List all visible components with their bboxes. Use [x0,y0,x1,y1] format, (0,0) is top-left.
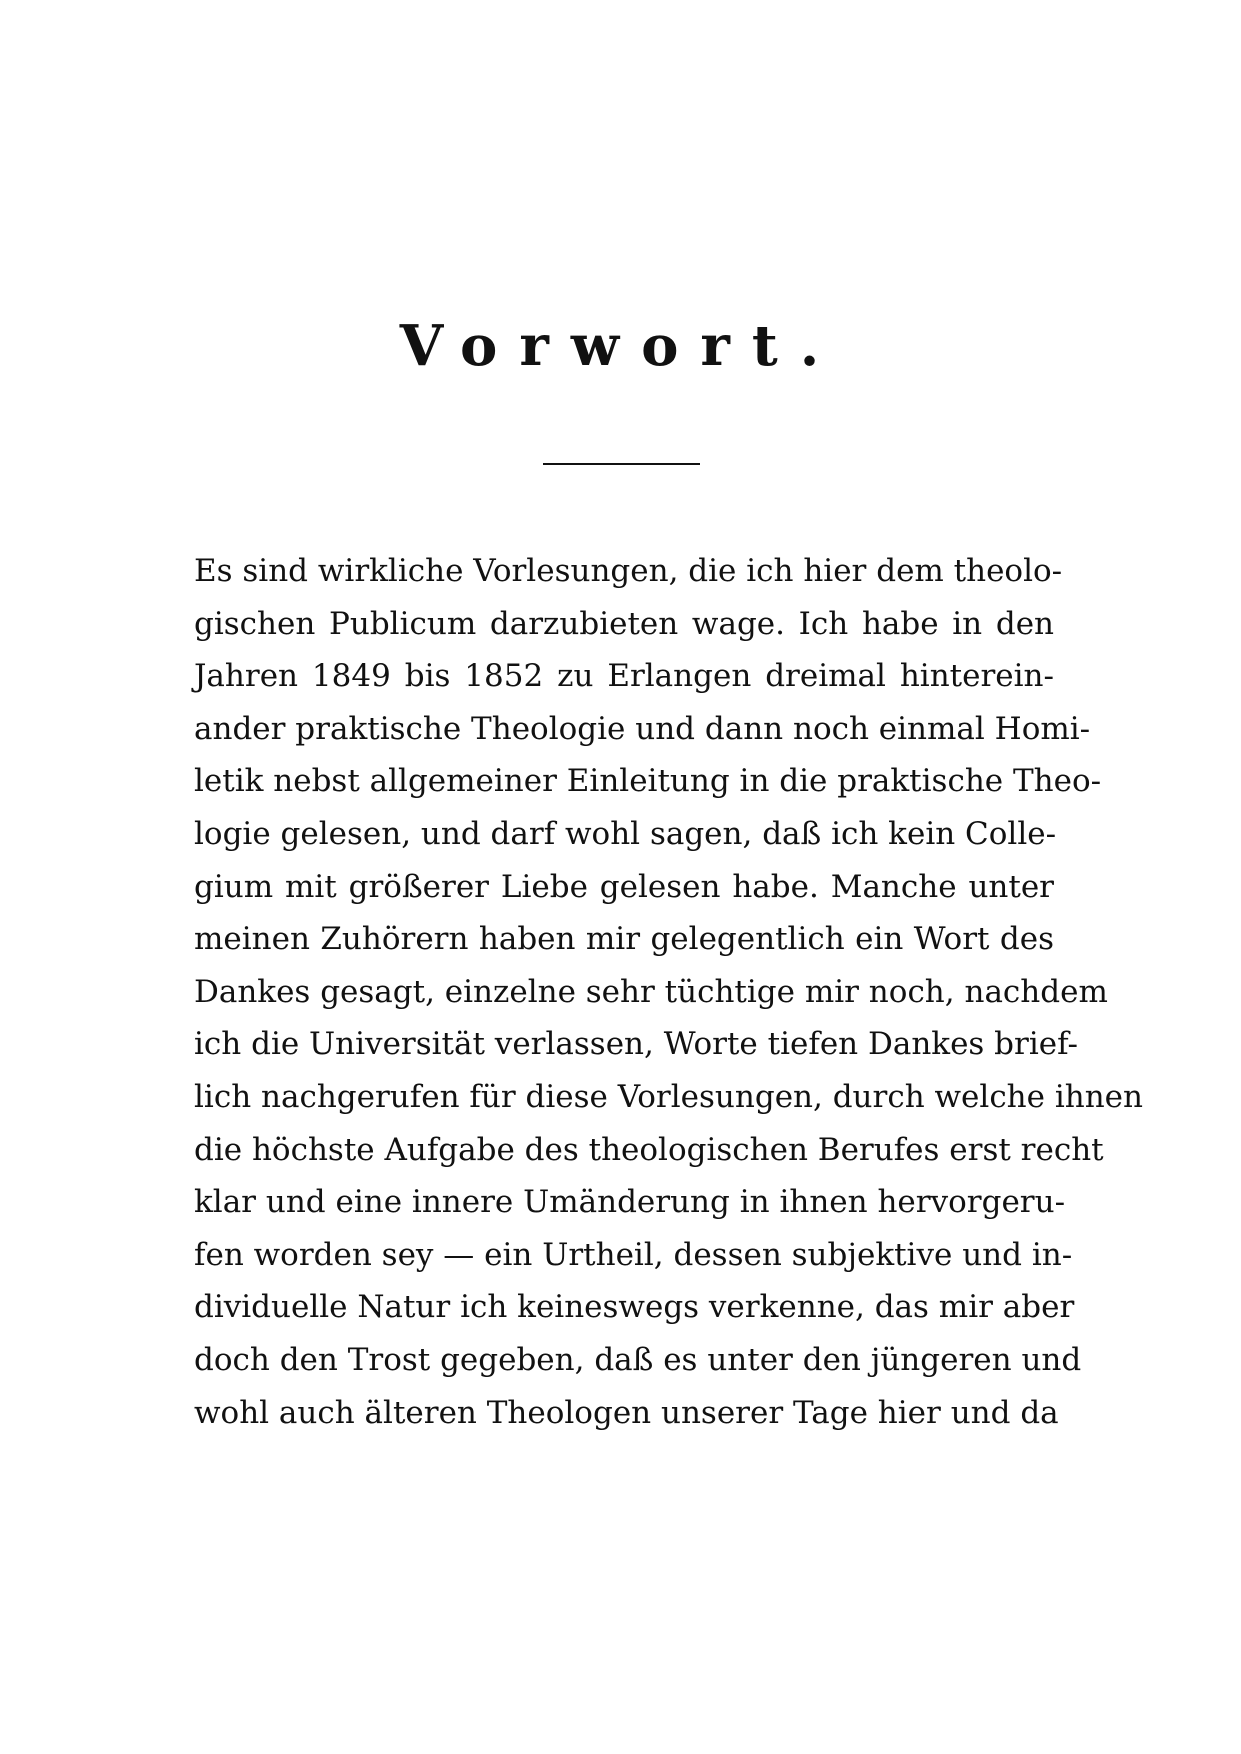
text-line: klar und eine innere Umänderung in ihnen hervorgeru- [194,1184,1066,1221]
text-line: Jahren 1849 bis 1852 zu Erlangen dreimal hinterein- [194,658,1054,695]
text-line: die höchste Aufgabe des theologischen Berufes erst recht [194,1131,1104,1168]
text-line: lich nachgerufen für diese Vorlesungen, durch welche ihnen [194,1078,1143,1115]
text-line: fen worden sey — ein Urtheil, dessen subjektive und in- [194,1236,1073,1273]
text-line: doch den Trost gegeben, daß es unter den jüngeren und [194,1341,1082,1378]
text-line: meinen Zuhörern haben mir gelegentlich ein Wort des [194,921,1054,958]
text-line: gium mit größerer Liebe gelesen habe. Manche unter [194,868,1054,905]
text-line: wohl auch älteren Theologen unserer Tage hier und da [194,1394,1059,1431]
text-line: logie gelesen, und darf wohl sagen, daß ich kein Colle- [194,815,1057,852]
text-line: dividuelle Natur ich keineswegs verkenne, das mir aber [194,1289,1075,1326]
text-line: ich die Universität verlassen, Worte tiefen Dankes brief- [194,1026,1078,1063]
title-divider [543,463,700,465]
text-line: ander praktische Theologie und dann noch einmal Homi- [194,710,1091,747]
text-line: gischen Publicum darzubieten wage. Ich habe in den [194,605,1054,642]
text-line: Dankes gesagt, einzelne sehr tüchtige mir noch, nachdem [194,973,1108,1010]
text-line: Es sind wirkliche Vorlesungen, die ich hier dem theolo- [194,553,1063,589]
text-line: letik nebst allgemeiner Einleitung in die praktische Theo- [194,763,1102,800]
page-title: Vorwort. [399,313,842,379]
preface-body [194,545,1143,1439]
